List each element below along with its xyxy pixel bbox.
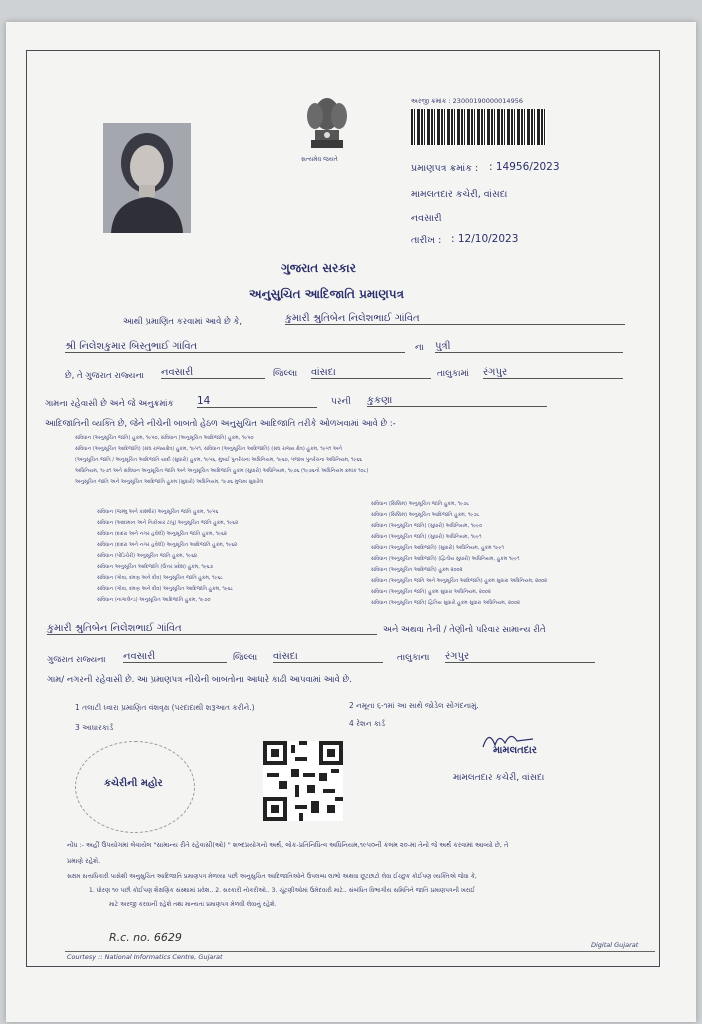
order-line: સંવિધાન (અનુસૂચિત જાતિ અને અનુસૂચિત આદિજાતિ) હુકમ સુધારા અધિનિયમ, ૨૦૦૨ — [371, 578, 548, 584]
signatory-office: મામલતદાર કચેરી, વાંસદા — [453, 773, 545, 783]
date-value: : 12/10/2023 — [451, 233, 519, 245]
qr-code — [263, 741, 343, 821]
state-prefix-2: ગુજરાત રાજ્યના — [47, 655, 106, 665]
relation-label: ના — [415, 343, 424, 353]
footer-divider — [65, 951, 655, 952]
basis-item-1: 1 તલાટી ધ્વારા પ્રમાણિત વંશવૃક્ષ (પરદાદાથી શરૂઆત કરીને.) — [75, 703, 255, 712]
orders-right-list — [371, 499, 547, 609]
order-line: અધિનિયમ, ૧૯૭૧ અને સંવિધાન અનુસૂચિત જાતિ અને અનુસૂચિત આદિજાતિ હુકમ (સુધારો) અધિનિયમ, ૧૯૭૬ (૧૯૭૬નો અધિનિયમ ક્રમાંક ૧૦૮) — [75, 468, 369, 474]
cert-number-value: : 14956/2023 — [489, 161, 560, 173]
order-line: સંવિધાન (ગોવા, દમણ અને દીવ) અનુસૂચિત આદિજાતિ હુકમ, ૧૯૬૮ — [97, 586, 234, 592]
certify-prefix: આથી પ્રમાણિત કરવામાં આવે છે કે, — [123, 317, 243, 327]
office-seal — [75, 741, 195, 833]
note-line-1b: પ્રમાણે રહેશે. — [67, 857, 101, 865]
taluka-label: તાલુકામાં — [437, 369, 470, 379]
order-line: સંવિધાન (આંદામાન અને નિકોબાર ટાપુ) અનુસૂચિત જાતિ હુકમ, ૧૯૬૨ — [97, 520, 239, 526]
serial-mid: પરની — [331, 397, 351, 407]
government-title: ગુજરાત સરકાર — [281, 261, 356, 275]
basis-item-2: 2 નમૂના ૬-૧માં આ સાથે જોડેલ સોગંદનામું. — [349, 701, 479, 710]
order-line: સંવિધાન (અનુસૂચિત આદિજાતિ) હુકમ ૨૦૦૨ — [371, 567, 463, 573]
district-label: જિલ્લા — [273, 369, 298, 379]
footer-brand: Digital Gujarat — [591, 941, 639, 949]
orders-top-list — [75, 433, 368, 488]
order-line: સંવિધાન (જમ્મુ અને કાશ્મીર) અનુસૂચિત જાતિ હુકમ, ૧૯૫૬ — [97, 509, 219, 515]
order-line: સંવિધાન (અનુસૂચિત આદિજાતિ) (દ્વિતીય સુધારો) અધિનિયમ, હુકમ ૧૯૯૧ — [371, 556, 520, 562]
order-line: સંવિધાન (પોંડિચેરી) અનુસૂચિત જાતિ હુકમ, ૧૯૬૪ — [97, 553, 198, 559]
father-name: શ્રી નિલેશકુમાર બિસ્તુભાઈ ગાંવિત — [65, 341, 405, 353]
tribe-statement: આદિજાતિની વ્યક્તિ છે, જેને નીચેની બાબતો હેઠળ અનુસુચિત આદિજાતિ તરીકે ઓળખવામાં આવે છે :- — [45, 419, 396, 429]
basis-item-4: 4 રેશન કાર્ડ — [349, 719, 386, 728]
national-emblem-icon — [297, 86, 357, 168]
serial-prefix: ગામના રહેવાસી છે અને જે અનુક્રમાંક — [45, 399, 174, 409]
district-label-2: જિલ્લા — [233, 653, 258, 663]
handwritten-note: R.c. no. 6629 — [109, 931, 182, 944]
applicant-name-repeat: કુમારી શ્રુતિબેન નિલેશભાઈ ગાંવિત — [47, 623, 377, 635]
taluka-label-2: તાલુકાના — [397, 653, 430, 663]
barcode — [411, 109, 547, 145]
basis-statement: ગામ/ નગરની રહેવાસી છે. આ પ્રમાણપત્ર નીચેની બાબતોના આધારે કાઢી આપવામાં આવે છે. — [47, 675, 352, 685]
orders-left-list — [97, 507, 238, 606]
office-name: મામલતદાર કચેરી, વાંસદા — [411, 189, 508, 200]
order-line: સંવિધાન (સિક્કિમ) અનુસૂચિત આદિજાતિ હુકમ, ૧૯૭૮ — [371, 512, 480, 518]
certificate-sheet — [6, 22, 696, 1022]
cert-number-label: પ્રમાણપત્ર ક્રમાંક : — [411, 163, 479, 174]
residence-statement: અને અથવા તેની / તેણીનો પરિવાર સામાન્ય રીતે — [383, 625, 546, 635]
order-line: સંવિધાન (નાગાલેન્ડ) અનુસૂચિત આદિજાતિ હુકમ, ૧૯૭૦ — [97, 597, 211, 603]
district-value: નવસારી — [161, 367, 265, 379]
state-prefix: છે, તે ગુજરાત રાજ્યના — [65, 371, 144, 381]
order-line: (અનુસૂચિત જાતિ / અનુસૂચિત આદિજાતિ યાદી (સુધારો) હુકમ, ૧૯૫૬, મુંબઈ પુનર્રચના અધિનિયમ, ૧૯૬૦, પંજાબ પુનર્રચના અધિનિયમ, ૧૯૬૬ — [75, 457, 363, 463]
serial-number: 14 — [197, 395, 317, 408]
tribe-name: કુકણા — [367, 395, 547, 407]
emblem-motto: સત્યમેવ જયતે — [301, 156, 338, 163]
note-line-1: નોંધ :- અહીં ઉપયોગમાં લેવાયેલ "સામાન્ય રીતે રહેવાસી(ઓ) " શબ્દપ્રયોગનો અર્થ, લોક-પ્રતિનિધિત્વ અધિનિયમ,૧૯૫૦ની કલમ ૨૦-માં તેનો જે અર્થ કરવામાં આવ્યો છે, તે — [67, 841, 509, 849]
order-line: સંવિધાન (દાદરા અને નગર હવેલી) અનુસૂચિત આદિજાતિ હુકમ, ૧૯૬૨ — [97, 542, 238, 548]
order-line: સંવિધાન (ગોવા, દમણ અને દીવ) અનુસૂચિત જાતિ હુકમ, ૧૯૬૮ — [97, 575, 224, 581]
applicant-photo — [103, 123, 191, 233]
village-value: રંગપુર — [483, 367, 623, 379]
footer-courtesy: Courtesy :: National Informatics Centre, Gujarat — [67, 953, 223, 961]
note-line-2: સક્ષમ સત્તાધિકારી પાસેથી અનુસુચિત આદિજાતિ પ્રમાણપત્ર મેળવ્યા પછી અનુસુચિત આદિજાતિઓને ઉપલબ્ધ લાભો અથવા છૂટછાટો લેવા ઈચ્છુક કોઈપણ વ્યક્તિએ જેવા કે, — [67, 873, 477, 880]
applicant-name: કુમારી શ્રુતિબેન નિલેશભાઈ ગાંવિત — [285, 313, 625, 325]
note-line-3: 1. ધોરણ ૧૦ પછી કોઈપણ શૈક્ષણિક સંસ્થામાં પ્રવેશ.. 2. સરકારી નોકરીઓ.. 3. ચૂંટણીઓમાં ઉમેદવારી માટે.. સંબંધિત વિભાગીય સમિતિને જાતિ પ્રમાણપત્રની ખરાઈ — [89, 887, 475, 894]
certificate-title: અનુસુચિત આદિજાતિ પ્રમાણપત્ર — [249, 287, 404, 301]
order-line: સંવિધાન અનુસૂચિત આદિજાતિ (ઉત્તર પ્રદેશ) હુકમ, ૧૯૬૭ — [97, 564, 214, 570]
taluka-value-2: વાંસદા — [273, 651, 383, 663]
order-line: સંવિધાન (અનુસૂચિત જાતિ) હુકમ, ૧૯૫૦, સંવિધાન (અનુસૂચિત આદિજાતિ) હુકમ, ૧૯૫૦ — [75, 435, 254, 441]
date-label: તારીખ : — [411, 235, 442, 246]
order-line: સંવિધાન (અનુસૂચિત આદિજાતિ) (સંઘ રાજ્યક્ષેત્ર) હુકમ, ૧૯૫૧, સંવિધાન (અનુસૂચિત આદિજાતિ) (સંઘ રાજ્ય ક્ષેત્ર) હુકમ, ૧૯૫૧ અને — [75, 446, 342, 452]
basis-item-3: 3 આધારકાર્ડ — [75, 723, 114, 732]
order-line: સંવિધાન (અનુસૂચિત જાતિ) દ્વિતિય સુધારો હુકમ સુધારા અધિનિયમ, ૨૦૦૨ — [371, 600, 520, 606]
application-number: અરજી ક્રમાંક : 23000190000014956 — [411, 97, 523, 105]
taluka-value: વાંસદા — [311, 367, 431, 379]
note-line-4: માટે અરજી કરવાની રહેશે તથા માન્યતા પ્રમાણપત્ર મેળવી લેવાનું રહેશે. — [109, 901, 277, 908]
signatory-title: મામલતદાર — [493, 745, 537, 756]
order-line: સંવિધાન (અનુસૂચિત જાતિ) (સુધારો) અધિનિયમ, ૧૯૯૧ — [371, 534, 482, 540]
seal-text: કચેરીની મહોર — [104, 778, 163, 789]
order-line: સંવિધાન (અનુસૂચિત જાતિ) (સુધારો) અધિનિયમ, ૧૯૯૦ — [371, 523, 483, 529]
village-value-2: રંગપુર — [445, 651, 595, 663]
certificate-frame — [26, 50, 660, 967]
order-line: સંવિધાન (અનુસૂચિત જાતિ) હુકમ સુધારા અધિનિયમ, ૨૦૦૨ — [371, 589, 491, 595]
order-line: સંવિધાન (દાદરા અને નગર હવેલી) અનુસૂચિત જાતિ હુકમ, ૧૯૬૨ — [97, 531, 227, 537]
order-line: અનુસૂચિત જાતિ અને અનુસૂચિત આદિજાતિ હુકમ (સુધારો) અધિનિયમ, ૧૯૭૬ મુજબ સુધારેલ — [75, 479, 264, 485]
relation-value: પુત્રી — [435, 341, 623, 353]
order-line: સંવિધાન (અનુસૂચિત આદિજાતિ) (સુધારો) અધિનિયમ, હુકમ ૧૯૯૧ — [371, 545, 505, 551]
district-value-2: નવસારી — [123, 651, 227, 663]
order-line: સંવિધાન (સિક્કિમ) અનુસૂચિત જાતિ હુકમ, ૧૯૭૮ — [371, 501, 470, 507]
district-name: નવસારી — [411, 213, 442, 224]
